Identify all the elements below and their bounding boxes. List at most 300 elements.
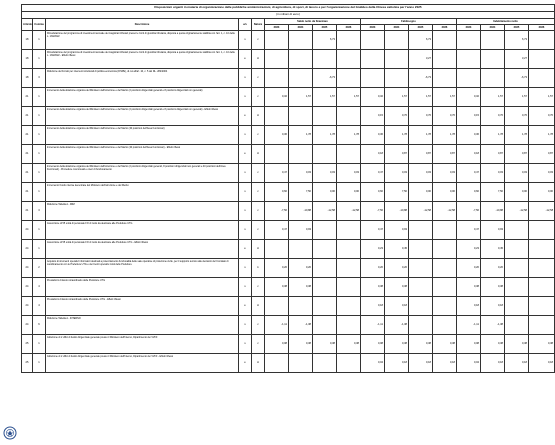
cell-natura: c bbox=[252, 164, 265, 183]
cell-value: 0,76 bbox=[505, 107, 529, 126]
cell-value: 0,32 bbox=[457, 88, 481, 107]
cell-value: 0,08 bbox=[361, 335, 385, 354]
cell-value: 0,03 bbox=[529, 164, 555, 183]
cell-value: 1,57 bbox=[337, 88, 361, 107]
cell-value: 0,20 bbox=[385, 259, 409, 278]
cell-value: 0,00 bbox=[505, 183, 529, 202]
cell-value: 0,03 bbox=[481, 164, 505, 183]
cell-value: 0,45 bbox=[385, 240, 409, 259]
table-row bbox=[22, 278, 555, 297]
cell-value: 0,87 bbox=[433, 145, 457, 164]
cell-value: 0,18 bbox=[457, 145, 481, 164]
header-year: 2023 bbox=[265, 25, 289, 31]
header-comma: Comma bbox=[33, 19, 46, 31]
table-subtitle: (in milioni di euro) bbox=[22, 12, 555, 19]
table-row bbox=[22, 88, 555, 107]
table-row bbox=[22, 354, 555, 373]
cell-descrizione: Rimodulazione del programma di investimenti annuale dei magistrati tributari presso le Corti di giustizia tributaria, disposta a quota originariamente stabilita con l'art. 1, c. 10 della L. 130/2022 - Effetti riflessi bbox=[46, 50, 239, 69]
cell-value bbox=[505, 240, 529, 259]
cell-natura: c bbox=[252, 126, 265, 145]
cell-value: 1,78 bbox=[505, 126, 529, 145]
cell-value bbox=[337, 259, 361, 278]
cell-descrizione: Istituzione di 2 uffici di livello dirigenziale generale presso il Ministero dell'Interno, Dipartimento dei VVFF bbox=[46, 335, 239, 354]
cell-value bbox=[409, 316, 433, 335]
cell-value: 0,45 bbox=[481, 240, 505, 259]
cell-value bbox=[361, 31, 385, 50]
header-year: 2026 bbox=[337, 25, 361, 31]
cell-comma: 6 bbox=[33, 316, 46, 335]
cell-value: 1,57 bbox=[481, 88, 505, 107]
header-year: 2024 bbox=[385, 25, 409, 31]
table-row bbox=[22, 316, 555, 335]
cell-value bbox=[289, 69, 313, 88]
cell-value: 0,38 bbox=[433, 335, 457, 354]
cell-value: -7,56 bbox=[361, 202, 385, 221]
cell-value: 0,18 bbox=[361, 145, 385, 164]
cell-value bbox=[265, 297, 289, 316]
cell-value: 0,03 bbox=[409, 164, 433, 183]
cell-value bbox=[529, 297, 555, 316]
cell-value: 0,87 bbox=[505, 145, 529, 164]
cell-articolo: 21 bbox=[22, 107, 33, 126]
cell-value: 1,57 bbox=[313, 88, 337, 107]
cell-articolo: 18 bbox=[22, 50, 33, 69]
cell-comma: 4 bbox=[33, 278, 46, 297]
cell-value bbox=[433, 240, 457, 259]
cell-value: 0,93 bbox=[481, 221, 505, 240]
cell-descrizione: Prestazioni di lavoro straordinario delle Prefetture UTG bbox=[46, 278, 239, 297]
cell-natura: c bbox=[252, 278, 265, 297]
cell-articolo: 21 bbox=[22, 183, 33, 202]
cell-value: 0,38 bbox=[265, 278, 289, 297]
cell-es: s bbox=[239, 202, 252, 221]
cell-value bbox=[433, 221, 457, 240]
cell-value: 0,38 bbox=[361, 278, 385, 297]
cell-value bbox=[433, 31, 457, 50]
cell-comma: 1 bbox=[33, 50, 46, 69]
header-year: 2023 bbox=[361, 25, 385, 31]
cell-natura: c bbox=[252, 335, 265, 354]
cell-value bbox=[337, 50, 361, 69]
cell-value bbox=[529, 69, 555, 88]
cell-descrizione: Istituzione di 2 uffici di livello dirigenziale generale presso il Ministero dell'Interno, Dipartimento dei VVFF - Effetti riflessi bbox=[46, 354, 239, 373]
cell-value: 1,57 bbox=[385, 88, 409, 107]
cell-value: -10,88 bbox=[289, 202, 313, 221]
cell-descrizione: Incremento della dotazione organica del Ministero dell'istruzione e del Merito (2 posizioni dirigenziali generali e 8 posizioni dirigenziali non generali) - Effetti riflessi bbox=[46, 107, 239, 126]
cell-value bbox=[337, 145, 361, 164]
financial-effects-table bbox=[21, 4, 555, 373]
cell-value: 0,38 bbox=[481, 335, 505, 354]
cell-value: 0,20 bbox=[481, 259, 505, 278]
cell-value: 6,73 bbox=[505, 31, 529, 50]
cell-value: -12,58 bbox=[529, 202, 555, 221]
cell-value bbox=[505, 297, 529, 316]
cell-comma: 1 bbox=[33, 354, 46, 373]
table-row bbox=[22, 126, 555, 145]
document-page bbox=[21, 4, 554, 373]
cell-value bbox=[265, 354, 289, 373]
cell-es: s bbox=[239, 183, 252, 202]
cell-value bbox=[313, 107, 337, 126]
cell-value bbox=[265, 107, 289, 126]
cell-value: -1,11 bbox=[265, 316, 289, 335]
table-title: Disposizioni urgenti in materia di organizzazione delle pubbliche amministrazioni, di agricoltura, di sport, di lavoro e per l'organizzazione del Giubileo della Chiesa cattolica per l'anno 2025 bbox=[22, 5, 555, 12]
cell-descrizione: Incremento della dotazione organica del Ministero dell'istruzione e del Merito (2 posizioni dirigenziali generali, 8 posizioni dirigenziali non generali e 40 posizioni dell'Area Funzionari) - Procedure concorsuali e oneri di funzionamento bbox=[46, 164, 239, 183]
cell-value: 0,32 bbox=[265, 88, 289, 107]
cell-value: 0,00 bbox=[433, 183, 457, 202]
table-row bbox=[22, 164, 555, 183]
cell-value bbox=[481, 69, 505, 88]
cell-value: 0,00 bbox=[337, 183, 361, 202]
cell-value: 0,38 bbox=[313, 335, 337, 354]
cell-articolo: 24 bbox=[22, 240, 33, 259]
cell-value: 0,08 bbox=[457, 335, 481, 354]
cell-descrizione: Assunzione di 55 unità di personale FO di ruolo da destinare alle Prefetture UTG - Effetti riflessi bbox=[46, 240, 239, 259]
cell-natura: c bbox=[252, 183, 265, 202]
cell-value: 0,20 bbox=[265, 259, 289, 278]
cell-value: 0,20 bbox=[289, 259, 313, 278]
cell-articolo: 24 bbox=[22, 297, 33, 316]
cell-value bbox=[337, 297, 361, 316]
cell-articolo: 21 bbox=[22, 126, 33, 145]
cell-es: s bbox=[239, 335, 252, 354]
cell-value: 0,76 bbox=[433, 107, 457, 126]
cell-es: s bbox=[239, 164, 252, 183]
cell-value bbox=[457, 31, 481, 50]
cell-value: 0,47 bbox=[265, 164, 289, 183]
cell-descrizione: Assunzione di 55 unità di personale FO di ruolo da destinare alle Prefetture UTG bbox=[46, 221, 239, 240]
header-year: 2025 bbox=[313, 25, 337, 31]
cell-value: -1,38 bbox=[289, 316, 313, 335]
cell-comma: 3 bbox=[33, 69, 46, 88]
cell-articolo: 25 bbox=[22, 354, 33, 373]
cell-comma: 1 bbox=[33, 335, 46, 354]
cell-value: 0,87 bbox=[481, 145, 505, 164]
cell-es: e bbox=[239, 240, 252, 259]
cell-natura: tc bbox=[252, 354, 265, 373]
cell-value bbox=[409, 221, 433, 240]
cell-descrizione: Incremento Fondo risorse decentrate del Ministero dell'istruzione e del Merito bbox=[46, 183, 239, 202]
table-row bbox=[22, 69, 555, 88]
cell-descrizione: Incremento della dotazione organica del Ministero dell'istruzione e del Merito (40 posizioni dell'Area Funzionari) - Effetti riflessi bbox=[46, 145, 239, 164]
cell-value: 0,03 bbox=[385, 164, 409, 183]
cell-value bbox=[337, 316, 361, 335]
header-year: 2024 bbox=[481, 25, 505, 31]
cell-value: 0,38 bbox=[505, 335, 529, 354]
header-year: 2025 bbox=[505, 25, 529, 31]
cell-value bbox=[313, 354, 337, 373]
cell-value: 0,20 bbox=[361, 259, 385, 278]
cell-value: 0,38 bbox=[337, 335, 361, 354]
cell-articolo: 18 bbox=[22, 31, 33, 50]
cell-value bbox=[385, 31, 409, 50]
cell-articolo: 21 bbox=[22, 164, 33, 183]
cell-value: 0,18 bbox=[505, 354, 529, 373]
cell-value: 0,38 bbox=[385, 278, 409, 297]
cell-articolo: 18 bbox=[22, 69, 33, 88]
cell-value: 0,47 bbox=[457, 221, 481, 240]
cell-value: 1,78 bbox=[385, 126, 409, 145]
cell-value: 0,23 bbox=[361, 240, 385, 259]
cell-value: 1,57 bbox=[529, 88, 555, 107]
cell-value: 0,18 bbox=[433, 354, 457, 373]
cell-value: 0,18 bbox=[409, 354, 433, 373]
cell-value bbox=[337, 240, 361, 259]
cell-value: 0,32 bbox=[361, 88, 385, 107]
cell-value: 0,18 bbox=[385, 354, 409, 373]
cell-es: s bbox=[239, 126, 252, 145]
cell-value: 0,47 bbox=[361, 164, 385, 183]
cell-value: 0,36 bbox=[457, 126, 481, 145]
cell-value bbox=[433, 259, 457, 278]
cell-value: 0,18 bbox=[529, 354, 555, 373]
cell-value: 0,36 bbox=[265, 126, 289, 145]
cell-value bbox=[457, 69, 481, 88]
cell-descrizione: Riduzione Tabella A - INTERNO bbox=[46, 316, 239, 335]
cell-value: -12,58 bbox=[433, 202, 457, 221]
cell-value bbox=[433, 278, 457, 297]
cell-value: -10,88 bbox=[385, 202, 409, 221]
cell-descrizione: Riduzione del Fondo per interventi strutturali di politica economica (FISPE), di cui all'art. 10, c. 5 del DL. 282/2004 bbox=[46, 69, 239, 88]
cell-value: 0,18 bbox=[457, 297, 481, 316]
cell-value bbox=[361, 50, 385, 69]
cell-value bbox=[337, 69, 361, 88]
cell-value: 0,93 bbox=[289, 221, 313, 240]
cell-value: -12,58 bbox=[409, 202, 433, 221]
cell-value: 7,50 bbox=[385, 183, 409, 202]
cell-descrizione: Incremento della dotazione organica del Ministero dell'istruzione e del Merito (2 posizioni dirigenziali generali e 8 posizioni dirigenziali non generali) bbox=[46, 88, 239, 107]
cell-value bbox=[505, 221, 529, 240]
seal-icon bbox=[3, 426, 17, 440]
cell-value bbox=[289, 31, 313, 50]
cell-value bbox=[529, 31, 555, 50]
cell-value: 0,00 bbox=[313, 183, 337, 202]
cell-articolo: 25 bbox=[22, 335, 33, 354]
cell-articolo: 21 bbox=[22, 145, 33, 164]
cell-descrizione: Rimodulazione del programma di investimenti annuale dei magistrati tributari presso le Corti di giustizia tributaria, disposta a quota originariamente stabilita con l'art. 1, c. 10 della L. 130/2022 bbox=[46, 31, 239, 50]
header-group-fabbisogno: Fabbisogno bbox=[361, 19, 457, 25]
cell-value: -1,38 bbox=[385, 316, 409, 335]
cell-value: 0,38 bbox=[529, 335, 555, 354]
cell-natura: tc bbox=[252, 50, 265, 69]
table-row bbox=[22, 221, 555, 240]
cell-value: 1,57 bbox=[433, 88, 457, 107]
cell-value bbox=[337, 31, 361, 50]
cell-value: 1,57 bbox=[505, 88, 529, 107]
cell-value bbox=[409, 240, 433, 259]
cell-value: 0,93 bbox=[385, 221, 409, 240]
header-natura: Natura bbox=[252, 19, 265, 31]
header-descrizione: Descrizione bbox=[46, 19, 239, 31]
cell-articolo: 21 bbox=[22, 202, 33, 221]
cell-value bbox=[529, 240, 555, 259]
cell-value bbox=[289, 354, 313, 373]
cell-value: 0,60 bbox=[457, 183, 481, 202]
header-articolo: Articolo bbox=[22, 19, 33, 31]
header-group-snf: Saldo netto da finanziare bbox=[265, 19, 361, 25]
cell-value: 6,73 bbox=[313, 31, 337, 50]
cell-comma: 1 bbox=[33, 126, 46, 145]
cell-value bbox=[529, 278, 555, 297]
cell-value: 6,73 bbox=[409, 31, 433, 50]
cell-comma: 1 bbox=[33, 221, 46, 240]
cell-es: s bbox=[239, 88, 252, 107]
cell-natura: c bbox=[252, 221, 265, 240]
cell-natura: tc bbox=[252, 107, 265, 126]
cell-value: 0,76 bbox=[385, 107, 409, 126]
cell-value bbox=[313, 278, 337, 297]
cell-value: 0,87 bbox=[409, 145, 433, 164]
cell-value bbox=[433, 69, 457, 88]
cell-value bbox=[337, 278, 361, 297]
cell-value: -12,58 bbox=[313, 202, 337, 221]
cell-value: 0,18 bbox=[385, 297, 409, 316]
cell-value bbox=[313, 240, 337, 259]
cell-es: e bbox=[239, 297, 252, 316]
cell-value bbox=[265, 240, 289, 259]
cell-value bbox=[529, 221, 555, 240]
cell-value: 0,18 bbox=[361, 297, 385, 316]
cell-es: e bbox=[239, 145, 252, 164]
cell-value bbox=[529, 259, 555, 278]
cell-value: -7,56 bbox=[457, 202, 481, 221]
table-row bbox=[22, 335, 555, 354]
cell-value bbox=[313, 316, 337, 335]
table-row bbox=[22, 107, 555, 126]
cell-value bbox=[409, 297, 433, 316]
cell-comma: 1 bbox=[33, 240, 46, 259]
cell-value bbox=[289, 297, 313, 316]
cell-natura: c bbox=[252, 88, 265, 107]
cell-value: 1,78 bbox=[409, 126, 433, 145]
cell-value: 0,15 bbox=[457, 107, 481, 126]
cell-value: -6,73 bbox=[505, 69, 529, 88]
cell-descrizione: Acquisto di strumenti operativi informatici destinati a potenziamento funzionalità delle sale operative di protezione civile, per il supporto tecnico alle decisioni del Comitato di coordinamento con le Prefetture UTG e dei Centri operativi misti delle Prefetture bbox=[46, 259, 239, 278]
cell-value bbox=[313, 259, 337, 278]
cell-comma: 1 bbox=[33, 31, 46, 50]
cell-es: s bbox=[239, 31, 252, 50]
cell-comma: 2 bbox=[33, 259, 46, 278]
cell-value bbox=[505, 316, 529, 335]
cell-es: e bbox=[239, 107, 252, 126]
cell-value: 0,00 bbox=[529, 183, 555, 202]
cell-value bbox=[385, 69, 409, 88]
cell-value: -10,88 bbox=[481, 202, 505, 221]
cell-articolo: 24 bbox=[22, 316, 33, 335]
cell-value: 0,03 bbox=[433, 164, 457, 183]
cell-value: -1,11 bbox=[361, 316, 385, 335]
table-row bbox=[22, 297, 555, 316]
cell-value bbox=[337, 221, 361, 240]
cell-es: s bbox=[239, 221, 252, 240]
cell-value: 0,04 bbox=[457, 354, 481, 373]
cell-value: 0,08 bbox=[265, 335, 289, 354]
header-year: 2026 bbox=[433, 25, 457, 31]
cell-value bbox=[385, 50, 409, 69]
cell-value: 3,27 bbox=[409, 50, 433, 69]
cell-value bbox=[289, 107, 313, 126]
cell-value: -1,11 bbox=[457, 316, 481, 335]
header-year: 2026 bbox=[529, 25, 555, 31]
cell-value: 0,20 bbox=[457, 259, 481, 278]
cell-value bbox=[505, 278, 529, 297]
header-es: e/s bbox=[239, 19, 252, 31]
cell-value: 1,57 bbox=[289, 88, 313, 107]
cell-value: 0,60 bbox=[265, 183, 289, 202]
cell-value: 3,27 bbox=[505, 50, 529, 69]
table-row bbox=[22, 50, 555, 69]
cell-value bbox=[529, 50, 555, 69]
cell-comma: 4 bbox=[33, 297, 46, 316]
cell-value bbox=[289, 50, 313, 69]
cell-es: e bbox=[239, 354, 252, 373]
table-row bbox=[22, 240, 555, 259]
cell-value: 0,38 bbox=[289, 335, 313, 354]
header-year: 2024 bbox=[289, 25, 313, 31]
table-row bbox=[22, 202, 555, 221]
cell-value: 0,87 bbox=[529, 145, 555, 164]
cell-value: 0,38 bbox=[409, 335, 433, 354]
cell-natura: k bbox=[252, 259, 265, 278]
cell-comma: 1 bbox=[33, 164, 46, 183]
cell-articolo: 24 bbox=[22, 221, 33, 240]
cell-value: -1,38 bbox=[481, 316, 505, 335]
cell-value: 0,03 bbox=[505, 164, 529, 183]
cell-value bbox=[313, 145, 337, 164]
cell-natura: tc bbox=[252, 240, 265, 259]
cell-natura: tc bbox=[252, 145, 265, 164]
cell-value bbox=[265, 145, 289, 164]
cell-comma: 1 bbox=[33, 88, 46, 107]
cell-value bbox=[361, 69, 385, 88]
cell-value: 0,18 bbox=[481, 354, 505, 373]
cell-value bbox=[337, 107, 361, 126]
cell-comma: 3 bbox=[33, 202, 46, 221]
cell-value: 0,47 bbox=[457, 164, 481, 183]
cell-es: e bbox=[239, 50, 252, 69]
cell-value: -12,58 bbox=[505, 202, 529, 221]
cell-comma: 1 bbox=[33, 107, 46, 126]
cell-value: 0,38 bbox=[385, 335, 409, 354]
cell-natura: c bbox=[252, 202, 265, 221]
cell-es: s bbox=[239, 316, 252, 335]
cell-value: 0,00 bbox=[409, 183, 433, 202]
cell-value bbox=[433, 316, 457, 335]
cell-value: 0,76 bbox=[481, 107, 505, 126]
cell-descrizione: Prestazioni di lavoro straordinario delle Prefetture UTG - Effetti riflessi bbox=[46, 297, 239, 316]
cell-natura: c bbox=[252, 31, 265, 50]
cell-value bbox=[481, 31, 505, 50]
cell-value bbox=[337, 354, 361, 373]
cell-value: 0,87 bbox=[385, 145, 409, 164]
cell-es: s bbox=[239, 259, 252, 278]
cell-value bbox=[481, 50, 505, 69]
table-row bbox=[22, 145, 555, 164]
table-row bbox=[22, 259, 555, 278]
table-row bbox=[22, 183, 555, 202]
cell-value bbox=[265, 69, 289, 88]
cell-articolo: 24 bbox=[22, 278, 33, 297]
cell-value bbox=[265, 50, 289, 69]
cell-value: 0,38 bbox=[289, 278, 313, 297]
cell-value: 1,78 bbox=[313, 126, 337, 145]
cell-value: 1,78 bbox=[337, 126, 361, 145]
cell-value: 0,18 bbox=[481, 297, 505, 316]
cell-value bbox=[289, 240, 313, 259]
cell-value: 0,76 bbox=[529, 107, 555, 126]
cell-value bbox=[313, 221, 337, 240]
cell-value: 1,78 bbox=[481, 126, 505, 145]
